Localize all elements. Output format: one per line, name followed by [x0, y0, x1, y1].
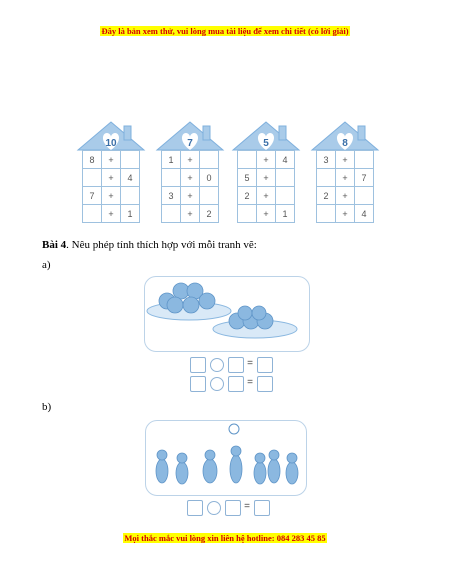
grid-cell: 1 [120, 205, 139, 223]
grid-cell [275, 169, 294, 187]
house-4 [310, 120, 380, 228]
grid-cell [354, 187, 373, 205]
equals-sign: = [247, 358, 253, 369]
equals-sign: = [244, 501, 250, 512]
answer-box[interactable] [254, 500, 270, 516]
grid-cell [354, 151, 373, 169]
grid-cell: + [101, 187, 120, 205]
answer-box[interactable] [225, 500, 241, 516]
grid-cell [317, 205, 336, 223]
grid-cell [83, 169, 102, 187]
grid-cell: 2 [317, 187, 336, 205]
grid-cell [120, 187, 139, 205]
apples-illustration [144, 276, 310, 352]
grid-cell: 1 [162, 151, 181, 169]
grid-cell [120, 151, 139, 169]
grid-cell: 0 [199, 169, 218, 187]
house-grid [82, 150, 140, 223]
grid-cell [238, 151, 257, 169]
part-b-label: b) [42, 401, 52, 413]
grid-cell: 2 [238, 187, 257, 205]
answer-box[interactable] [257, 357, 273, 373]
house-grid [237, 150, 295, 223]
grid-cell: + [256, 187, 275, 205]
grid-cell: 4 [275, 151, 294, 169]
house-number: 10 [105, 138, 117, 149]
grid-cell: + [256, 151, 275, 169]
house-number: 8 [342, 138, 348, 149]
grid-cell: 7 [83, 187, 102, 205]
exercise-text: . Nêu phép tính thích hợp với mỗi tranh vẽ: [66, 239, 257, 251]
operator-circle[interactable] [210, 358, 224, 372]
grid-cell [199, 187, 218, 205]
answer-box[interactable] [187, 500, 203, 516]
house-1 [76, 120, 146, 228]
house-number: 7 [187, 138, 193, 149]
grid-cell: 1 [275, 205, 294, 223]
answer-row-a1 [190, 357, 274, 371]
part-a-label: a) [42, 259, 51, 271]
answer-box[interactable] [257, 376, 273, 392]
grid-cell: + [101, 205, 120, 223]
grid-cell [238, 205, 257, 223]
house-grid [316, 150, 374, 223]
grid-cell [162, 169, 181, 187]
house-exercises [0, 120, 450, 230]
grid-cell [199, 151, 218, 169]
operator-circle[interactable] [210, 377, 224, 391]
exercise-4-title [42, 239, 257, 251]
grid-cell: 3 [162, 187, 181, 205]
grid-cell: + [180, 169, 199, 187]
grid-cell: + [180, 187, 199, 205]
equals-sign: = [247, 377, 253, 388]
grid-cell: + [335, 205, 354, 223]
house-3 [231, 120, 301, 228]
answer-row-a2 [190, 376, 274, 390]
grid-cell: 5 [238, 169, 257, 187]
answer-box[interactable] [190, 357, 206, 373]
answer-box[interactable] [228, 376, 244, 392]
grid-cell [83, 205, 102, 223]
grid-cell: + [335, 169, 354, 187]
grid-cell: 2 [199, 205, 218, 223]
house-2 [155, 120, 225, 228]
grid-cell: 4 [354, 205, 373, 223]
grid-cell: 3 [317, 151, 336, 169]
answer-row-b1 [187, 500, 271, 514]
grid-cell [275, 187, 294, 205]
grid-cell: + [180, 151, 199, 169]
grid-cell [162, 205, 181, 223]
animals-illustration [145, 420, 307, 496]
grid-cell: + [256, 169, 275, 187]
house-grid [161, 150, 219, 223]
house-number: 5 [263, 138, 269, 149]
apple-plates-icon [145, 277, 309, 351]
footer-notice: Mọi thắc mắc vui lòng xin liên hệ hotline: 084 283 45 85 [124, 533, 326, 543]
grid-cell: 4 [120, 169, 139, 187]
exercise-label: Bài 4 [42, 239, 67, 251]
header-notice: Đây là bản xem thử, vui lòng mua tài liệu để xem chi tiết (có lời giải) [101, 26, 349, 36]
grid-cell: + [335, 187, 354, 205]
operator-circle[interactable] [207, 501, 221, 515]
grid-cell: + [101, 169, 120, 187]
answer-box[interactable] [190, 376, 206, 392]
playing-animals-icon [146, 421, 306, 495]
grid-cell: 7 [354, 169, 373, 187]
grid-cell: + [256, 205, 275, 223]
grid-cell: + [335, 151, 354, 169]
grid-cell: + [101, 151, 120, 169]
grid-cell: + [180, 205, 199, 223]
grid-cell [317, 169, 336, 187]
grid-cell: 8 [83, 151, 102, 169]
answer-box[interactable] [228, 357, 244, 373]
